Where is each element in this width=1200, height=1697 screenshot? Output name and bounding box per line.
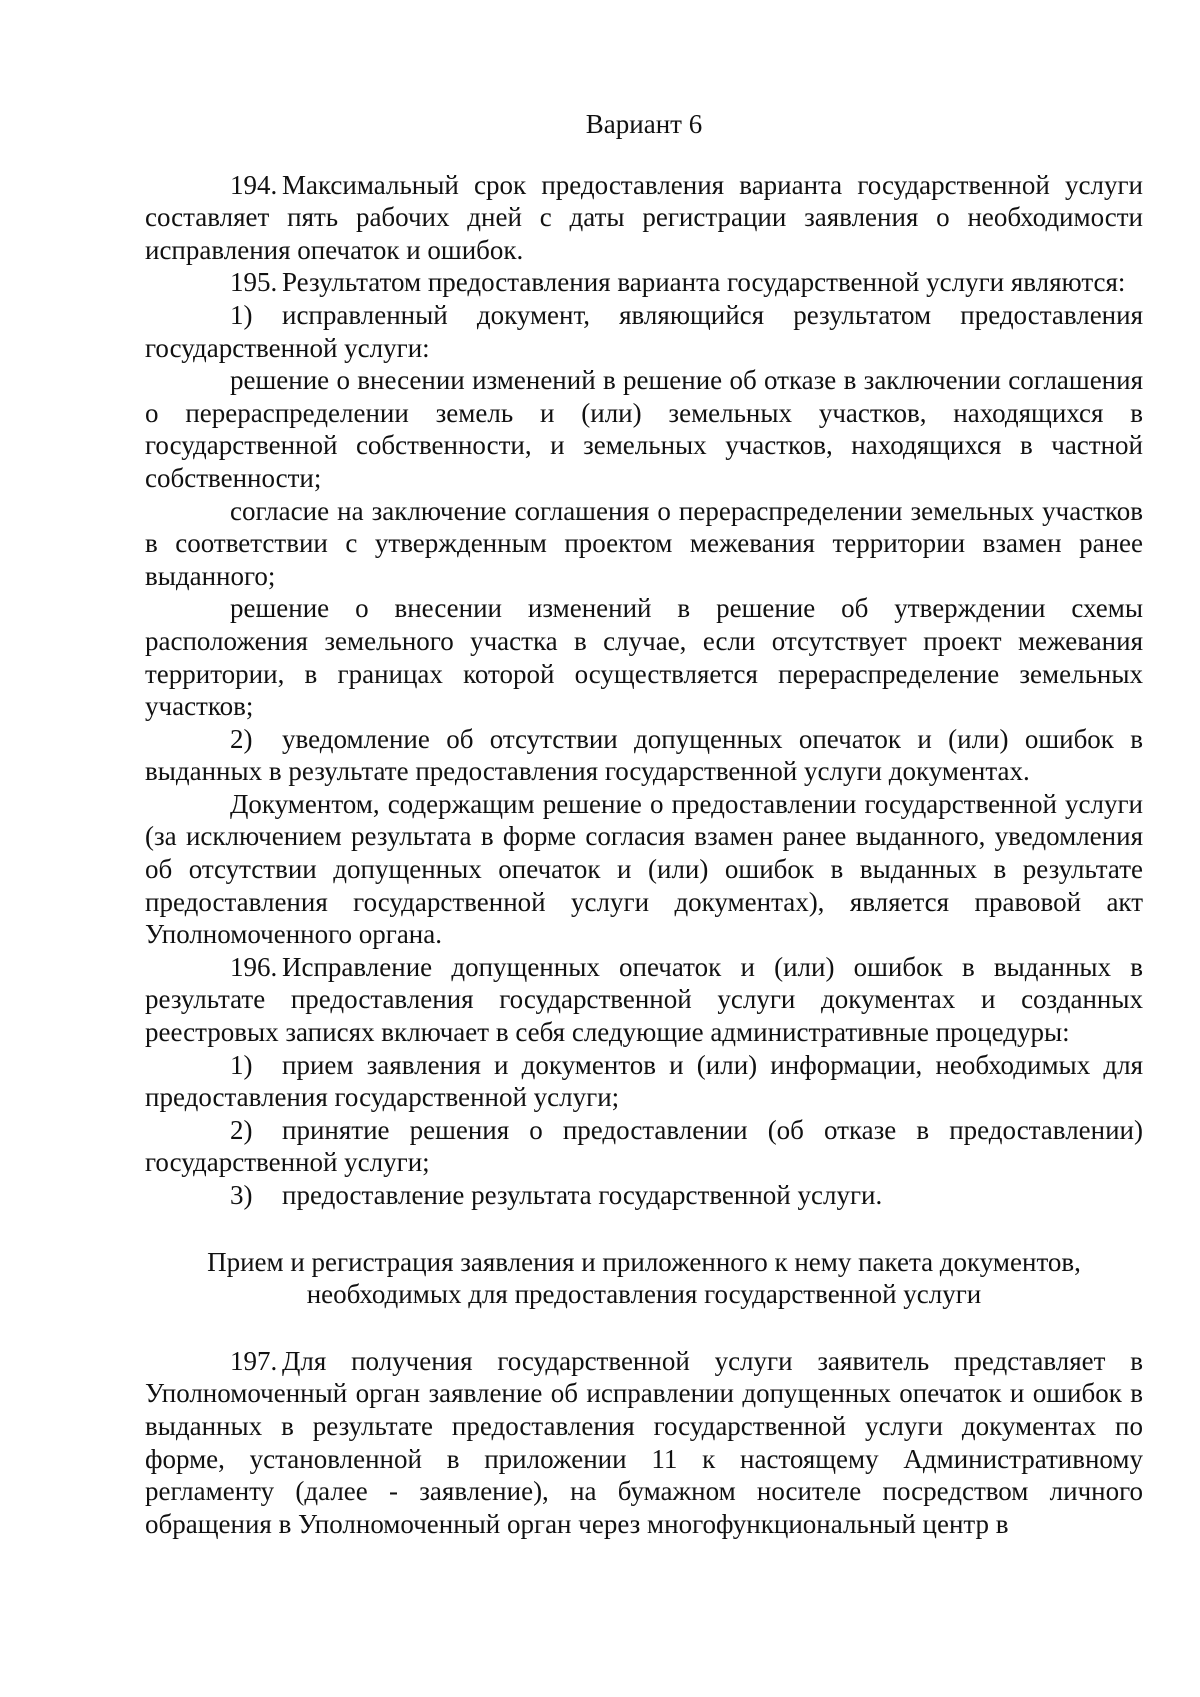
list-number: 2) xyxy=(230,1114,253,1145)
list-text: принятие решения о предоставлении (об отказе в предоставлении) государственной услуги; xyxy=(145,1114,1143,1178)
list-text: уведомление об отсутствии допущенных опечаток и (или) ошибок в выданных в результате предоставления государственной услуги документах. xyxy=(145,723,1143,787)
list-text: прием заявления и документов и (или) информации, необходимых для предоставления государственной услуги; xyxy=(145,1049,1143,1113)
sub-item-consent: согласие на заключение соглашения о перераспределении земельных участков в соответствии с утвержденным проектом межевания территории взамен ранее выданного; xyxy=(145,495,1143,591)
document-paragraph: Документом, содержащим решение о предоставлении государственной услуги (за исключением результата в форме согласия взамен ранее выданного, уведомления об отсутствии допущенных опечаток и (или) ошибок в выданных в результате предоставления государственной услуги документах), является правовой акт Уполномоченного органа. xyxy=(145,788,1143,950)
list-text: предоставление результата государственной услуги. xyxy=(282,1180,883,1210)
paragraph-196 xyxy=(145,951,1143,1049)
sub-item-decision-refusal: решение о внесении изменений в решение об отказе в заключении соглашения о перераспределении земель и (или) земельных участков, находящихся в государственной собственности, и земельных участков, находящихся в частной собственности; xyxy=(145,365,1143,493)
list-number: 2) xyxy=(230,723,253,754)
list-number: 1) xyxy=(230,1049,253,1080)
paragraph-194 xyxy=(145,169,1143,267)
variant-heading: Вариант 6 xyxy=(585,109,703,139)
list-item-1 xyxy=(145,299,1143,364)
sub-item-decision-scheme: решение о внесении изменений в решение об утверждении схемы расположения земельного участка в случае, если отсутствует проект межевания территории, в границах которой осуществляется перераспределение земельных участков; xyxy=(145,593,1143,722)
paragraph-text: Максимальный срок предоставления варианта государственной услуги составляет пять рабочих дней с даты регистрации заявления о необходимости исправления опечаток и ошибок. xyxy=(145,169,1143,265)
paragraph-text: Результатом предоставления варианта государственной услуги являются: xyxy=(282,267,1126,298)
list-text: исправленный документ, являющийся результатом предоставления государственной услуги: xyxy=(145,299,1143,363)
list-number: 3) xyxy=(230,1180,253,1210)
paragraph-number: 197. xyxy=(230,1345,278,1376)
procedure-item-2 xyxy=(145,1114,1143,1179)
paragraph-195 xyxy=(145,266,1143,299)
section-title-line: необходимых для предоставления государственной услуги xyxy=(306,1279,982,1310)
paragraph-number: 196. xyxy=(230,951,278,982)
section-title xyxy=(145,1246,1143,1311)
paragraph-number: 195. xyxy=(230,267,278,298)
paragraph-197 xyxy=(145,1345,1143,1541)
procedure-item-3 xyxy=(145,1179,1143,1212)
list-number: 1) xyxy=(230,299,253,330)
list-item-2 xyxy=(145,723,1143,788)
paragraph-text: Для получения государственной услуги заявитель представляет в Уполномоченный орган заявление об исправлении допущенных опечаток и ошибок в выданных в результате предоставления государственной услуги документах по форме, установленной в приложении 11 к настоящему Административному регламенту (далее - заявление), на бумажном носителе посредством личного обращения в Уполномоченный орган через многофункциональный центр в xyxy=(145,1345,1143,1539)
section-title-line: Прием и регистрация заявления и приложенного к нему пакета документов, xyxy=(207,1246,1081,1277)
paragraph-number: 194. xyxy=(230,169,278,200)
paragraph-text: Исправление допущенных опечаток и (или) ошибок в выданных в результате предоставления государственной услуги документах и созданных реестровых записях включает в себя следующие административные процедуры: xyxy=(145,951,1143,1048)
procedure-item-1 xyxy=(145,1049,1143,1114)
